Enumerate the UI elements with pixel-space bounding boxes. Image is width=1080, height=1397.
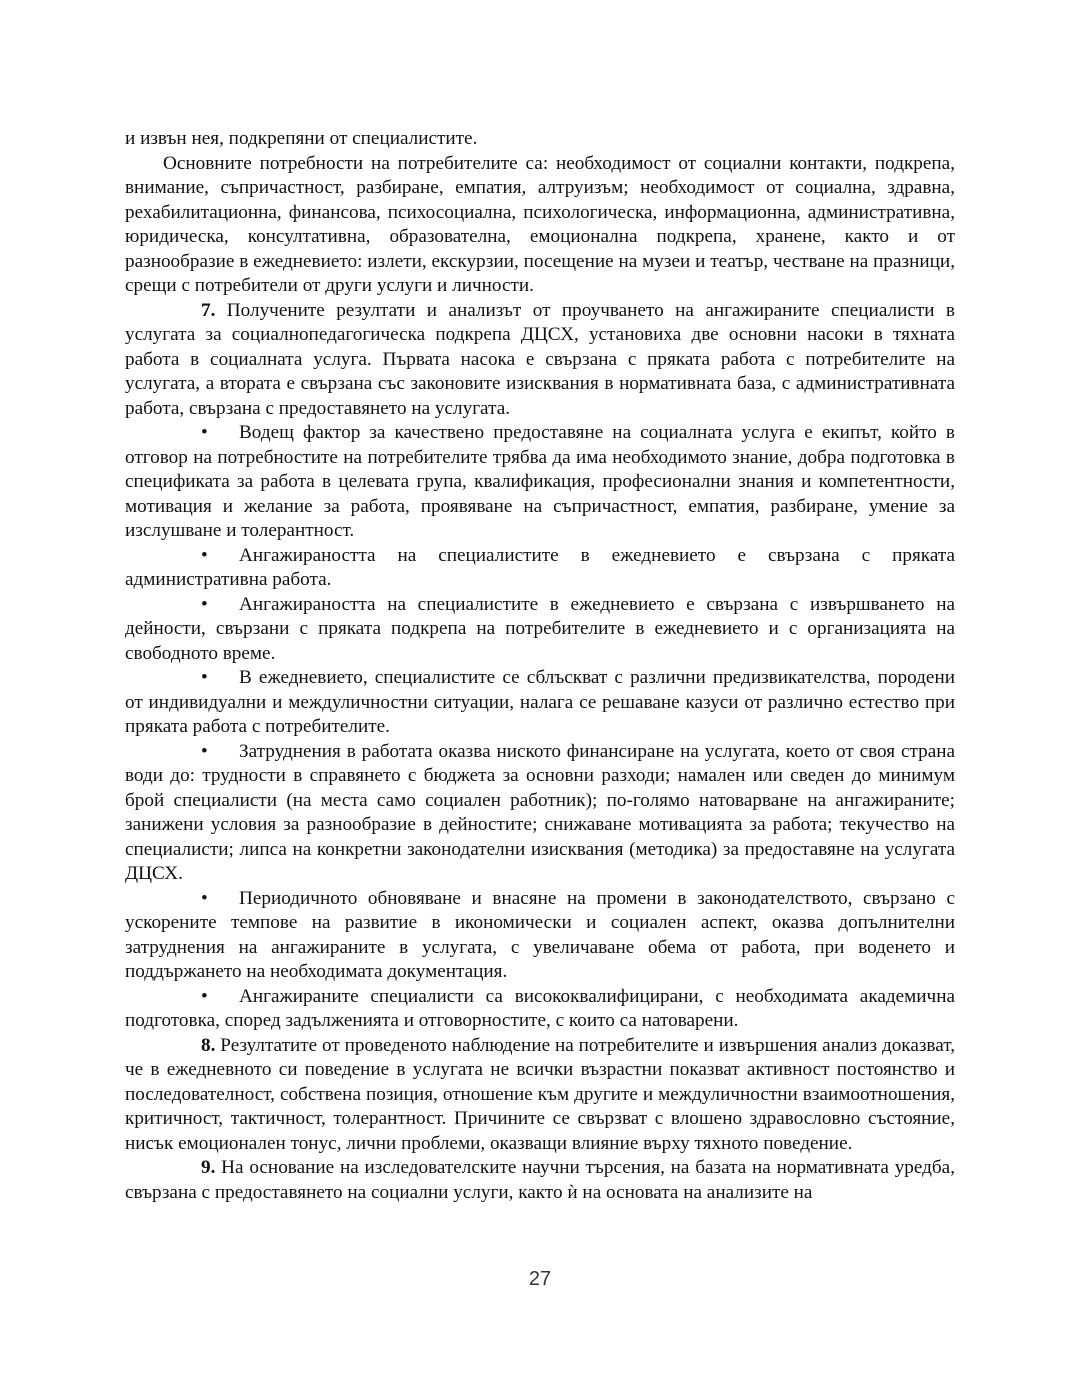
bullet-icon: •: [201, 887, 208, 909]
document-body: [125, 127, 955, 1205]
point-number: 8.: [201, 1034, 216, 1056]
bullet-icon: •: [201, 740, 208, 762]
bullet-text: Ангажираността на специалистите в ежедневието е свързана с извършването на дейности, свързани с пряката подкрепа на потребителите в ежедневието и с организацията на свободното време.: [125, 593, 955, 664]
bullet-item: [125, 666, 955, 740]
bullet-icon: •: [201, 985, 208, 1007]
paragraph-point-7: [125, 299, 955, 422]
bullet-text: Водещ фактор за качествено предоставяне на социалната услуга е екипът, който в отговор на потребностите на потребителите трябва да има необходимото знание, добра подготовка в спецификата за работа в целевата група, квалификация, професионални знания и компетентности, мотивация и желание за работа, проявяване на съпричастност, емпатия, разбиране, умение за изслушване и толерантност.: [125, 422, 955, 541]
paragraph-text: На основание на изследователските научни търсения, на базата на нормативната уредба, свързана с предоставянето на социални услуги, както ѝ на основата на анализите на: [125, 1157, 955, 1203]
paragraph-point-9: [125, 1156, 955, 1205]
paragraph-point-8: [125, 1034, 955, 1157]
bullet-text: Затруднения в работата оказва ниското финансиране на услугата, което от своя страна води до: трудности в справянето с бюджета за основни разходи; намален или сведен до минимум брой специалисти (на места само социален работник); по-голямо натоварване на ангажираните; занижени условия за разнообразие в дейностите; снижаване мотивацията за работа; текучество на специалисти; липса на конкретни законодателни изисквания (методика) за предоставяне на услугата ДЦСХ.: [125, 740, 955, 884]
paragraph-text: Получените резултати и анализът от проучването на ангажираните специалисти в услугата за социалнопедагогическа подкрепа ДЦСХ, установиха две основни насоки в тяхната работа в социалната услуга. Първата насока е свързана с пряката работа с потребителите на услугата, а втората е свързана със законовите изисквания в нормативната база, с административната работа, свързана с предоставянето на услугата.: [125, 299, 955, 419]
bullet-icon: •: [201, 422, 208, 443]
bullet-icon: •: [201, 544, 208, 566]
paragraph-basic-needs: Основните потребности на потребителите са: необходимост от социални контакти, подкрепа, внимание, съпричастност, разбиране, емпатия, алтруизъм; необходимост от социална, здравна, рехабилитационна, финансова, психосоциална, психологическа, информационна, административна, юридическа, консултативна, образователна, емоционална подкрепа, хранене, както и от разнообразие в ежедневието: излети, екскурзии, посещение на музеи и театър, честване на празници, срещи с потребители от други услуги и личности.: [125, 152, 955, 296]
bullet-item: [125, 544, 955, 593]
paragraph-continuation: и извън нея, подкрепяни от специалистите.: [125, 128, 478, 149]
page-number: 27: [528, 1268, 552, 1290]
bullet-text: В ежедневието, специалистите се сблъскват с различни предизвикателства, породени от индивидуални и междуличностни ситуации, налага се решаване казуси от различно естество при пряката работа с потребителите.: [125, 667, 955, 737]
bullet-icon: •: [201, 667, 208, 688]
point-number: 9.: [201, 1157, 216, 1178]
point-number: 7.: [201, 299, 216, 321]
bullet-item: [125, 887, 955, 985]
bullet-item: [125, 421, 955, 544]
bullet-item: [125, 593, 955, 667]
bullet-item: [125, 985, 955, 1034]
bullet-text: Ангажираните специалисти са висококвалифицирани, с необходимата академична подготовка, според задълженията и отговорностите, с които са натоварени.: [125, 985, 955, 1031]
bullet-item: [125, 740, 955, 887]
bullet-text: Периодичното обновяване и внасяне на промени в законодателството, свързано с ускорените темпове на развитие в икономически и социален аспект, оказва допълнителни затруднения на ангажираните в услугата, с увеличаване обема от работа, при воденето и поддържането на необходимата документация.: [125, 887, 955, 982]
paragraph-text: Резултатите от проведеното наблюдение на потребителите и извършения анализ доказват, че в ежедневното си поведение в услугата не всички възрастни показват активност постоянство и последователност, собствена позиция, отношение към другите и междуличностни взаимоотношения, критичност, тактичност, толерантност. Причините се свързват с влошено здравословно състояние, нисък емоционален тонус, лични проблеми, оказващи влияние върху тяхното поведение.: [125, 1034, 955, 1154]
bullet-text: Ангажираността на специалистите в ежедневието е свързана с пряката административна работа.: [125, 544, 955, 590]
bullet-icon: •: [201, 593, 208, 615]
